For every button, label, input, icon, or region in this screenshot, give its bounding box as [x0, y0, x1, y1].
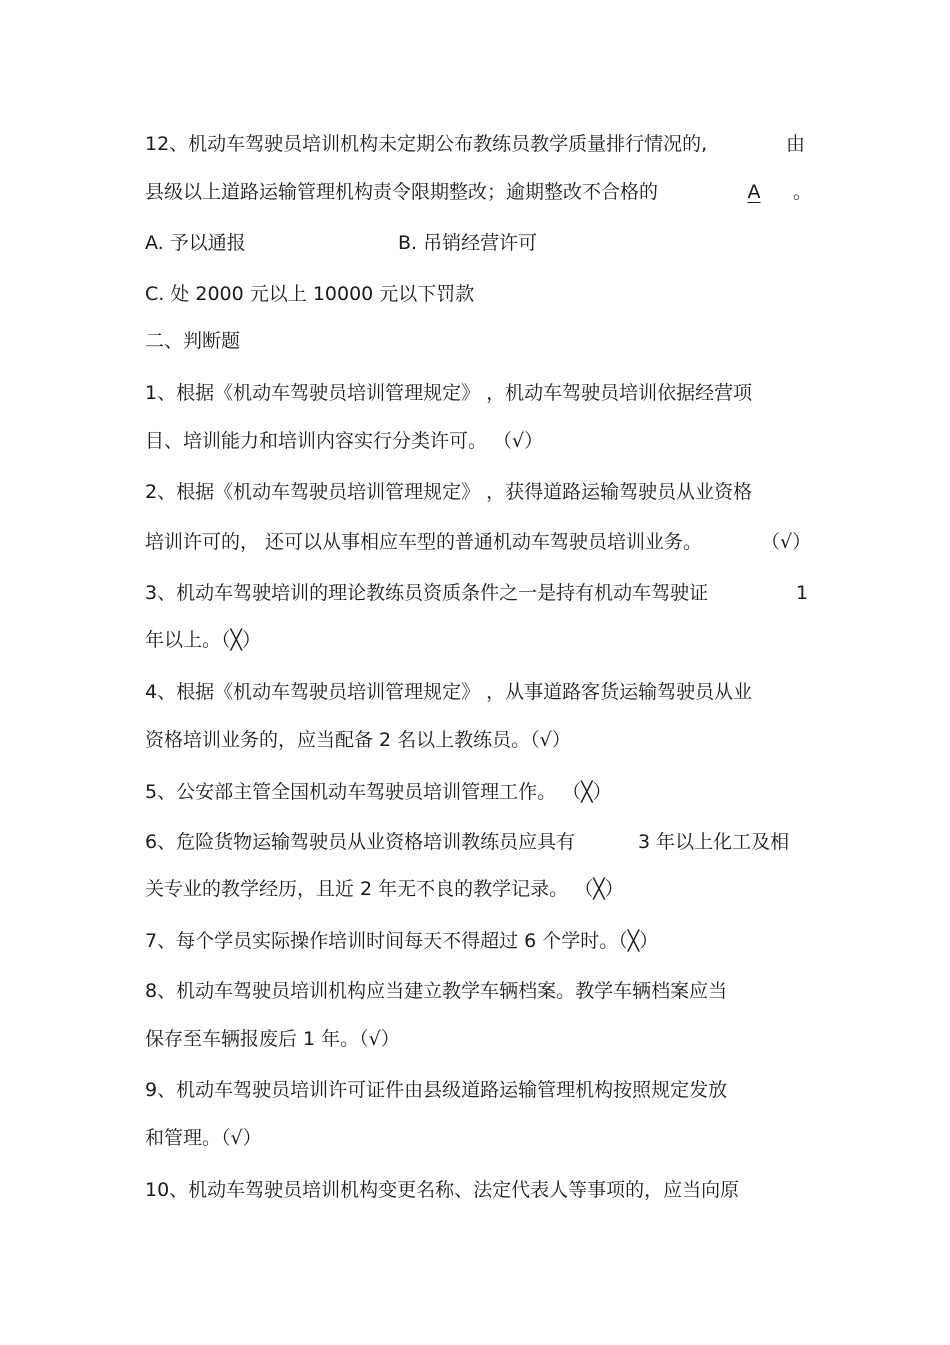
section-title-text: 二、判断题 — [145, 330, 241, 352]
item-8-text-2: 保存至车辆报废后 1 年。（√） — [145, 1028, 400, 1050]
item-8-line-1 — [145, 977, 810, 1005]
item-2-text-2: 培训许可的， 还可以从事相应车型的普通机动车驾驶员培训业务。 — [145, 531, 703, 553]
item-3-text: 3、机动车驾驶培训的理论教练员资质条件之一是持有机动车驾驶证 — [145, 582, 709, 604]
item-7-line-1 — [145, 927, 810, 955]
item-3-line-2 — [145, 626, 810, 654]
q12-tail: 由 — [786, 133, 806, 155]
item-10-text: 10、机动车驾驶员培训机构变更名称、法定代表人等事项的，应当向原 — [145, 1179, 740, 1201]
item-6-text-2: 关专业的教学经历，且近 2 年无不良的教学记录。 （╳） — [145, 878, 624, 900]
q12-options-ab — [145, 229, 810, 257]
item-8-line-2 — [145, 1025, 810, 1053]
item-9-line-1 — [145, 1076, 810, 1104]
item-4-text-2: 资格培训业务的，应当配备 2 名以上教练员。（√） — [145, 729, 571, 751]
item-10-line-1 — [145, 1176, 810, 1204]
item-3-text-2: 年以上。（╳） — [145, 629, 261, 651]
item-1-line-2 — [145, 427, 810, 455]
option-c: C. 处 2000 元以上 10000 元以下罚款 — [145, 283, 475, 305]
item-3-tail: 1 — [796, 582, 809, 604]
item-4-line-2 — [145, 726, 810, 754]
section-title — [145, 327, 810, 355]
item-2-text: 2、根据《机动车驾驶员培训管理规定》 ，获得道路运输驾驶员从业资格 — [145, 481, 753, 503]
item-1-line-1 — [145, 379, 810, 407]
q12-option-c — [145, 280, 810, 308]
q12-text-2: 县级以上道路运输管理机构责令限期整改；逾期整改不合格的 — [145, 181, 659, 203]
item-5-line-1 — [145, 778, 810, 806]
item-4-text: 4、根据《机动车驾驶员培训管理规定》 ，从事道路客货运输驾驶员从业 — [145, 681, 753, 703]
item-6-line-1 — [145, 828, 810, 856]
item-9-text: 9、机动车驾驶员培训许可证件由县级道路运输管理机构按照规定发放 — [145, 1079, 728, 1101]
item-1-text-2: 目、培训能力和培训内容实行分类许可。 （√） — [145, 430, 544, 452]
item-8-text: 8、机动车驾驶员培训机构应当建立教学车辆档案。教学车辆档案应当 — [145, 980, 728, 1002]
item-2-line-2 — [145, 528, 810, 556]
item-3-line-1 — [145, 579, 810, 607]
option-a: A. 予以通报 — [145, 232, 246, 254]
item-9-text-2: 和管理。（√） — [145, 1127, 262, 1149]
item-1-text: 1、根据《机动车驾驶员培训管理规定》 ，机动车驾驶员培训依据经营项 — [145, 382, 753, 404]
item-2-line-1 — [145, 478, 810, 506]
q12-line-1 — [145, 130, 810, 158]
item-7-text: 7、每个学员实际操作培训时间每天不得超过 6 个学时。（╳） — [145, 930, 659, 952]
q12-line-2 — [145, 178, 813, 206]
item-9-line-2 — [145, 1124, 810, 1152]
item-6-text: 6、危险货物运输驾驶员从业资格培训教练员应具有 — [145, 831, 576, 853]
item-4-line-1 — [145, 678, 810, 706]
option-b: B. 吊销经营许可 — [398, 232, 538, 254]
item-2-mark: （√） — [761, 531, 812, 553]
item-6-line-2 — [145, 875, 810, 903]
q12-end: 。 — [793, 181, 813, 203]
item-6-tail: 3 年以上化工及相 — [638, 831, 790, 853]
q12-text: 12、机动车驾驶员培训机构未定期公布教练员教学质量排行情况的, — [145, 133, 708, 155]
item-5-text: 5、公安部主管全国机动车驾驶员培训管理工作。 （╳） — [145, 781, 612, 803]
q12-answer: A — [747, 181, 761, 203]
